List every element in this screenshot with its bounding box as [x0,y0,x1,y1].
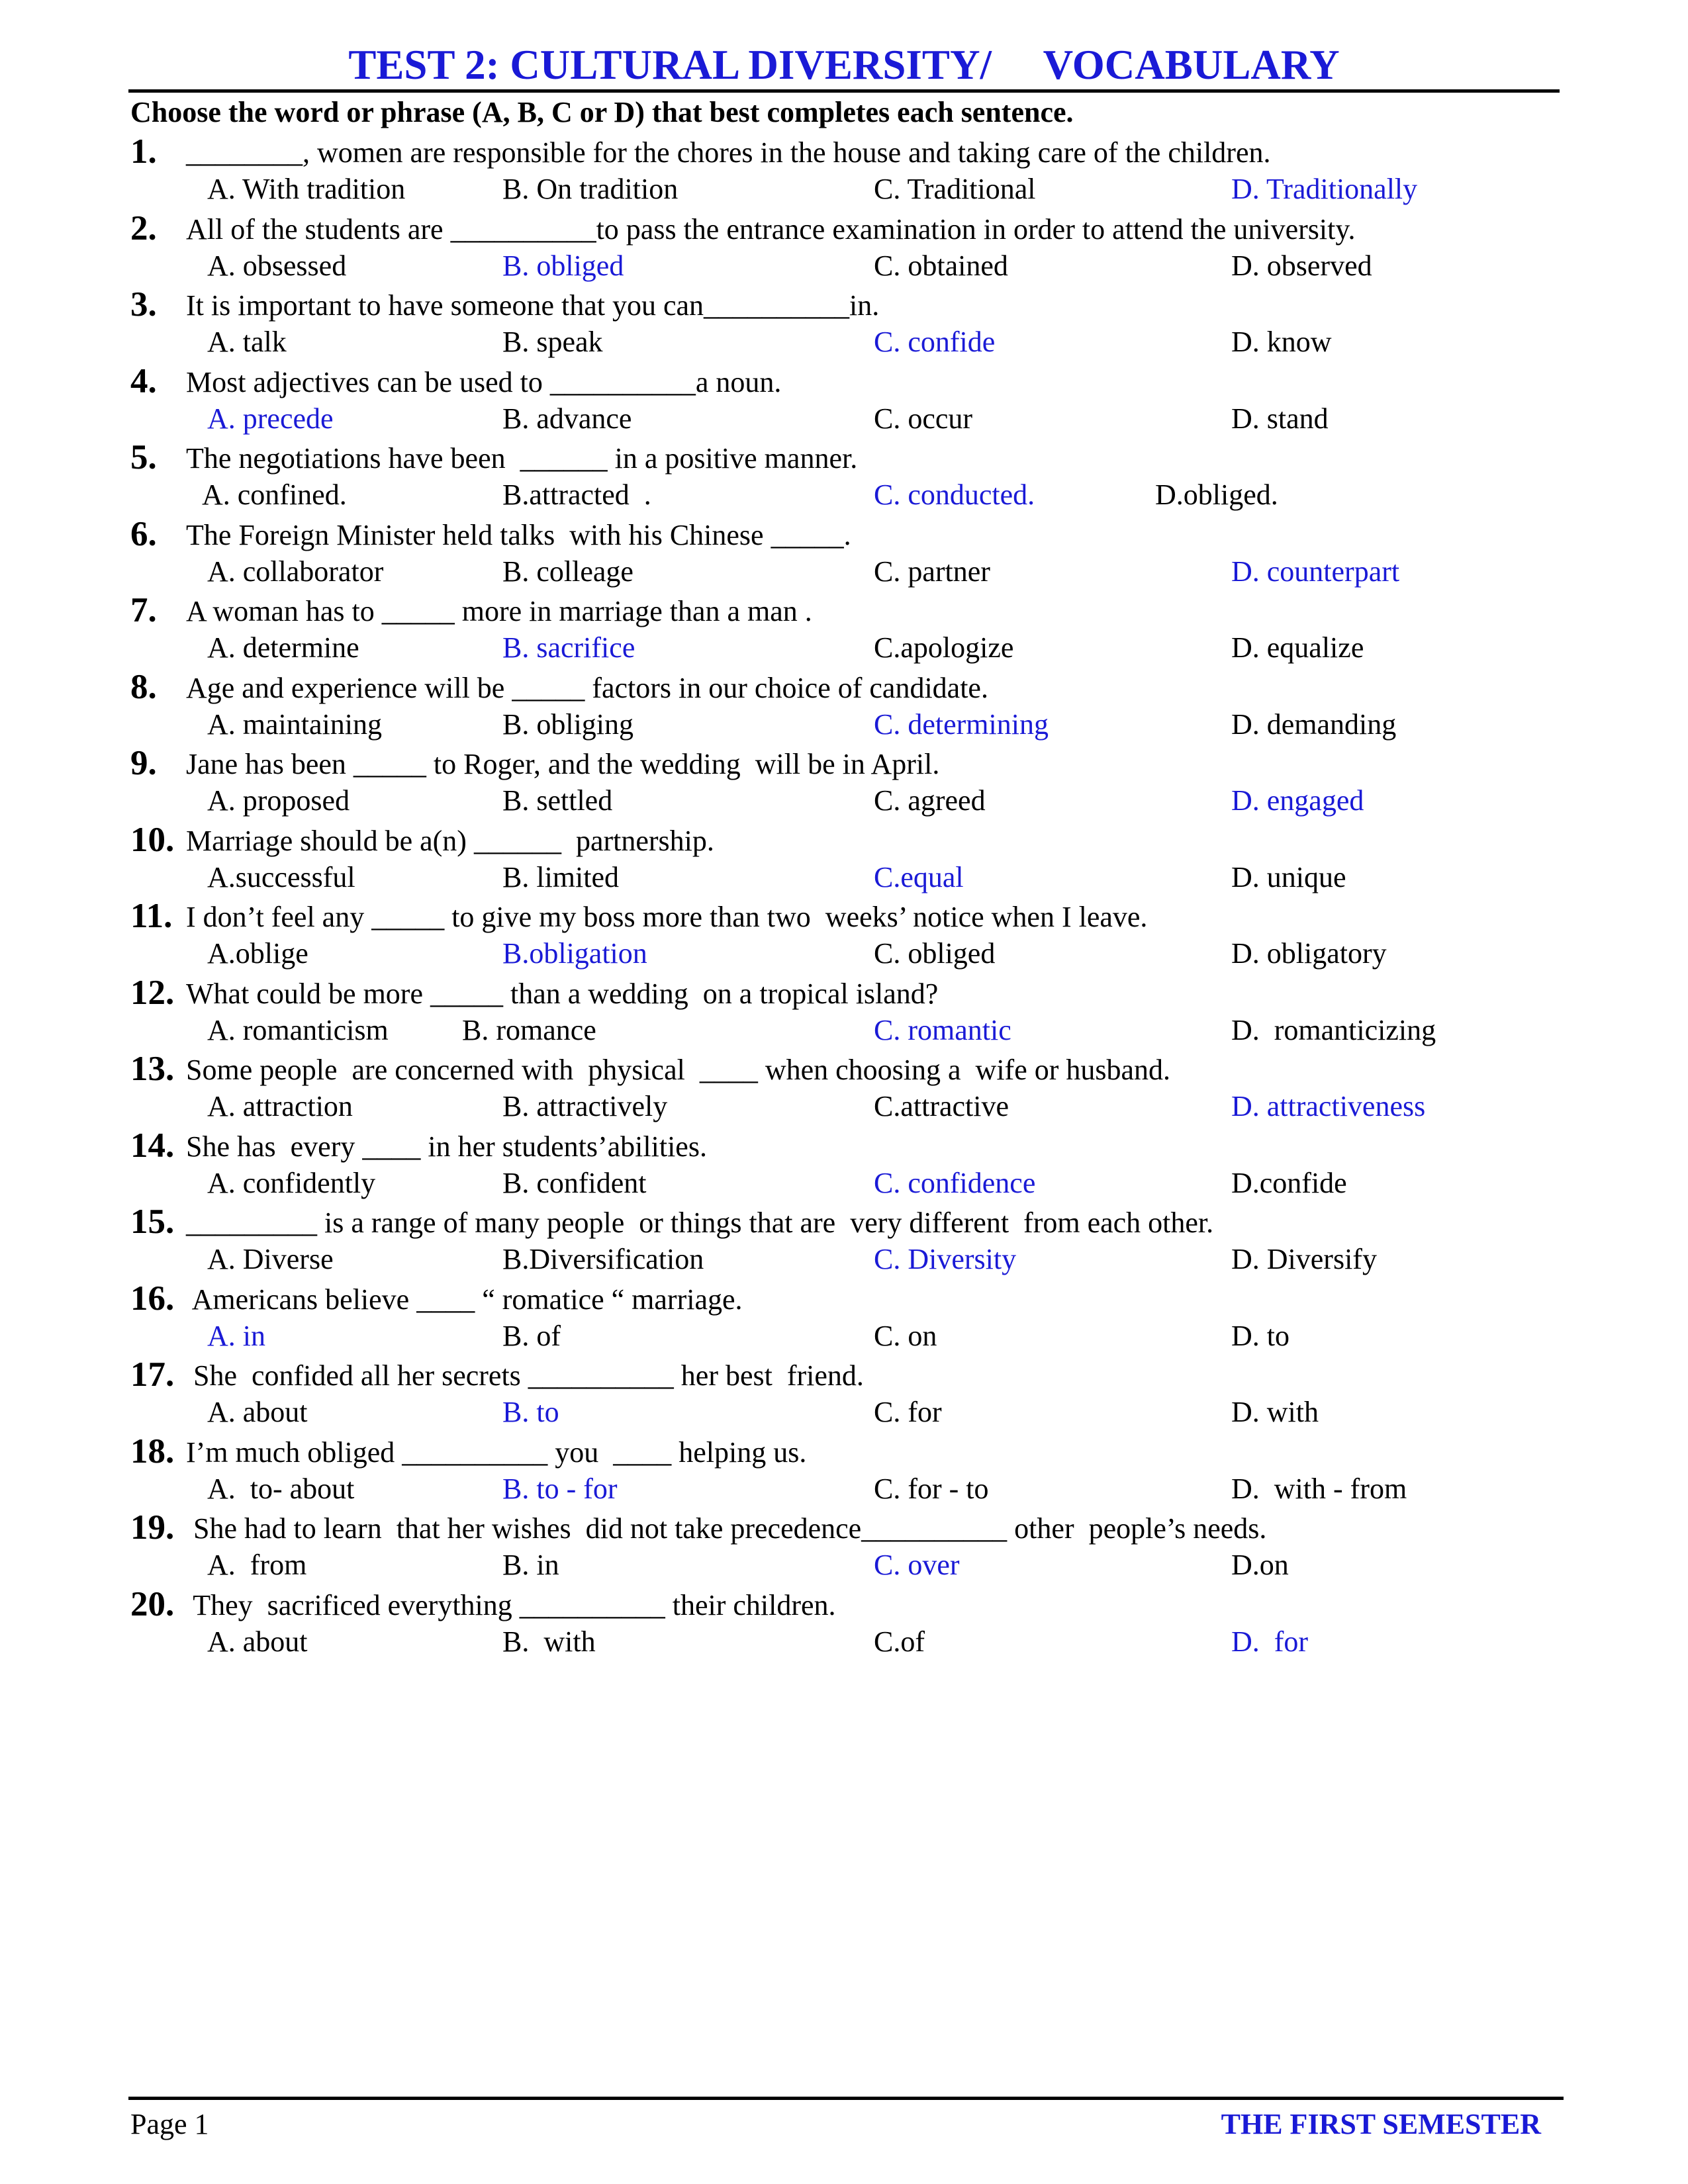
question-item [0,209,1688,286]
option-b[interactable]: B.attracted . [502,478,651,511]
option-a[interactable]: A. talk [207,326,287,358]
option-d[interactable]: D.on [1231,1549,1289,1581]
question-item [0,591,1688,668]
question-stem: It is important to have someone that you can__________in. [186,289,880,322]
option-d[interactable]: D. to [1231,1319,1289,1352]
option-c[interactable]: C. obliged [874,937,996,970]
question-number: 7. [130,591,157,629]
option-b[interactable]: B. obliging [502,707,634,741]
option-b[interactable]: B. sacrifice [502,631,635,664]
option-a[interactable]: A. maintaining [207,707,382,741]
question-number: 20. [130,1584,175,1623]
question-list [0,132,1688,1661]
question-item [0,744,1688,821]
option-b[interactable]: B. colleage [502,555,633,588]
option-d[interactable]: D. Diversify [1231,1243,1377,1275]
question-number: 3. [130,285,157,324]
question-stem: She had to learn that her wishes did not take precedence__________ other people’s needs. [186,1512,1267,1545]
question-item [0,362,1688,439]
option-c[interactable]: C. on [874,1319,937,1352]
option-b[interactable]: B. romance [462,1013,596,1046]
option-c[interactable]: C. for [874,1396,942,1428]
option-d[interactable]: D. observed [1231,249,1372,282]
question-item [0,1585,1688,1662]
option-b[interactable]: B. to [502,1396,559,1428]
option-a[interactable]: A. romanticism [207,1013,389,1046]
semester-label: THE FIRST SEMESTER [1221,2108,1541,2140]
question-number: 5. [130,438,157,477]
option-d[interactable]: D.obliged. [1155,478,1278,511]
option-b[interactable]: B. with [502,1625,596,1658]
option-b[interactable]: B. in [502,1549,559,1581]
option-a[interactable]: A. from [207,1549,307,1581]
page-title: TEST 2: CULTURAL DIVERSITY/ VOCABULARY [348,42,1340,88]
option-d[interactable]: D. unique [1231,860,1346,893]
option-a[interactable]: A. in [207,1319,265,1352]
option-c[interactable]: C.equal [874,860,964,893]
question-item [0,821,1688,897]
question-stem: Americans believe ____ “ romatice “ marriage. [186,1283,743,1316]
instruction: Choose the word or phrase (A, B, C or D) that best completes each sentence. [130,96,1074,128]
question-stem: I don’t feel any _____ to give my boss more than two weeks’ notice when I leave. [186,901,1148,933]
option-c[interactable]: C. romantic [874,1013,1011,1046]
option-c[interactable]: C. over [874,1549,960,1581]
question-number: 6. [130,514,157,553]
option-b[interactable]: B. attractively [502,1090,668,1122]
question-number: 14. [130,1126,175,1165]
footer-divider [128,2097,1564,2100]
option-b[interactable]: B. limited [502,860,619,893]
question-number: 15. [130,1203,175,1241]
question-number: 11. [130,897,173,935]
option-d[interactable]: D. Traditionally [1231,173,1418,205]
option-c[interactable]: C. Diversity [874,1243,1017,1275]
question-item [0,1050,1688,1126]
question-number: 9. [130,744,157,782]
option-c[interactable]: C. determining [874,707,1049,741]
question-stem: I’m much obliged __________ you ____ helping us. [186,1435,807,1469]
option-c[interactable]: C.attractive [874,1090,1009,1122]
option-d[interactable]: D. equalize [1231,631,1364,664]
question-number: 13. [130,1050,175,1088]
option-d[interactable]: D. with - from [1231,1472,1407,1505]
question-stem: Jane has been _____ to Roger, and the wedding will be in April. [186,748,940,780]
option-a[interactable]: A. attraction [207,1090,353,1122]
option-a[interactable]: A. determine [207,631,359,664]
option-a[interactable]: A. about [207,1396,308,1428]
option-d[interactable]: D.confide [1231,1166,1347,1199]
option-c[interactable]: C. agreed [874,784,986,817]
option-b[interactable]: B.Diversification [502,1243,704,1275]
option-c[interactable]: C. conducted. [874,478,1035,511]
question-number: 17. [130,1355,175,1394]
option-b[interactable]: B. On tradition [502,173,679,205]
option-c[interactable]: C. confidence [874,1166,1036,1199]
question-number: 12. [130,973,175,1012]
question-stem: Age and experience will be _____ factors in our choice of candidate. [186,671,988,704]
question-number: 8. [130,667,157,706]
option-b[interactable]: B.obligation [502,937,647,970]
question-item [0,285,1688,362]
question-item [0,1203,1688,1279]
question-item [0,132,1688,209]
option-a[interactable]: A.successful [207,860,355,893]
option-b[interactable]: B. of [502,1319,561,1352]
option-a[interactable]: A. confined. [202,478,347,511]
question-item [0,668,1688,745]
option-d[interactable]: D. engaged [1231,784,1364,817]
option-a[interactable]: A. With tradition [207,173,406,205]
option-d[interactable]: D. demanding [1231,707,1397,741]
option-d[interactable]: D. counterpart [1231,555,1400,588]
option-d[interactable]: D. romanticizing [1231,1013,1436,1046]
option-d[interactable]: D. for [1231,1625,1309,1658]
question-number: 4. [130,361,157,400]
question-stem: All of the students are __________to pass the entrance examination in order to attend the university. [186,212,1356,246]
question-stem: They sacrificed everything __________ their children. [186,1588,836,1621]
question-number: 19. [130,1508,175,1547]
option-b[interactable]: B. confident [502,1166,647,1199]
question-item [0,1508,1688,1585]
option-b[interactable]: B. advance [502,402,632,435]
option-c[interactable]: C. confide [874,326,996,358]
option-d[interactable]: D. stand [1231,402,1329,435]
question-stem: A woman has to _____ more in marriage than a man . [186,595,812,627]
option-a[interactable]: A. obsessed [207,249,347,282]
option-a[interactable]: A. about [207,1625,308,1658]
option-a[interactable]: A. precede [207,402,334,435]
question-item [0,1126,1688,1203]
option-b[interactable]: B. settled [502,784,613,817]
option-c[interactable]: C. obtained [874,249,1008,282]
question-item [0,438,1688,515]
option-a[interactable]: A. to- about [207,1472,355,1505]
option-d[interactable]: D. know [1231,326,1332,358]
option-c[interactable]: C.of [874,1625,925,1658]
option-b[interactable]: B. obliged [502,249,624,282]
question-stem: Marriage should be a(n) ______ partnership. [186,824,714,857]
option-c[interactable]: C. partner [874,555,990,588]
question-stem: ________, women are responsible for the chores in the house and taking care of the children. [186,136,1271,169]
question-item [0,1432,1688,1509]
question-stem: Most adjectives can be used to __________a noun. [186,365,782,398]
question-stem: Some people are concerned with physical ____ when choosing a wife or husband. [186,1054,1171,1086]
question-item [0,897,1688,974]
question-number: 16. [130,1279,175,1318]
option-d[interactable]: D. attractiveness [1231,1090,1426,1122]
page-number: Page 1 [130,2108,209,2140]
question-stem: The Foreign Minister held talks with his Chinese _____. [186,518,851,551]
option-a[interactable]: A. collaborator [207,555,384,588]
question-item [0,515,1688,592]
question-number: 18. [130,1432,175,1471]
option-a[interactable]: A. proposed [207,784,350,817]
option-d[interactable]: D. obligatory [1231,937,1387,970]
option-c[interactable]: C.apologize [874,631,1014,664]
question-stem: What could be more _____ than a wedding on a tropical island? [186,977,939,1010]
option-d[interactable]: D. with [1231,1396,1319,1428]
question-item [0,1355,1688,1432]
option-a[interactable]: A. confidently [207,1166,376,1199]
question-number: 2. [130,208,157,248]
question-number: 1. [130,132,157,171]
question-stem: _________ is a range of many people or things that are very different from each other. [186,1206,1214,1239]
question-item [0,974,1688,1050]
option-b[interactable]: B. to - for [502,1472,618,1505]
option-c[interactable]: C. Traditional [874,173,1036,205]
question-item [0,1279,1688,1356]
option-b[interactable]: B. speak [502,326,603,358]
question-stem: She has every ____ in her students’abilities. [186,1130,707,1163]
option-c[interactable]: C. for - to [874,1472,989,1505]
option-a[interactable]: A. Diverse [207,1243,334,1275]
question-number: 10. [130,820,175,859]
question-stem: She confided all her secrets __________ her best friend. [186,1359,864,1392]
question-stem: The negotiations have been ______ in a positive manner. [186,442,858,475]
option-a[interactable]: A.oblige [207,937,308,970]
option-c[interactable]: C. occur [874,402,973,435]
